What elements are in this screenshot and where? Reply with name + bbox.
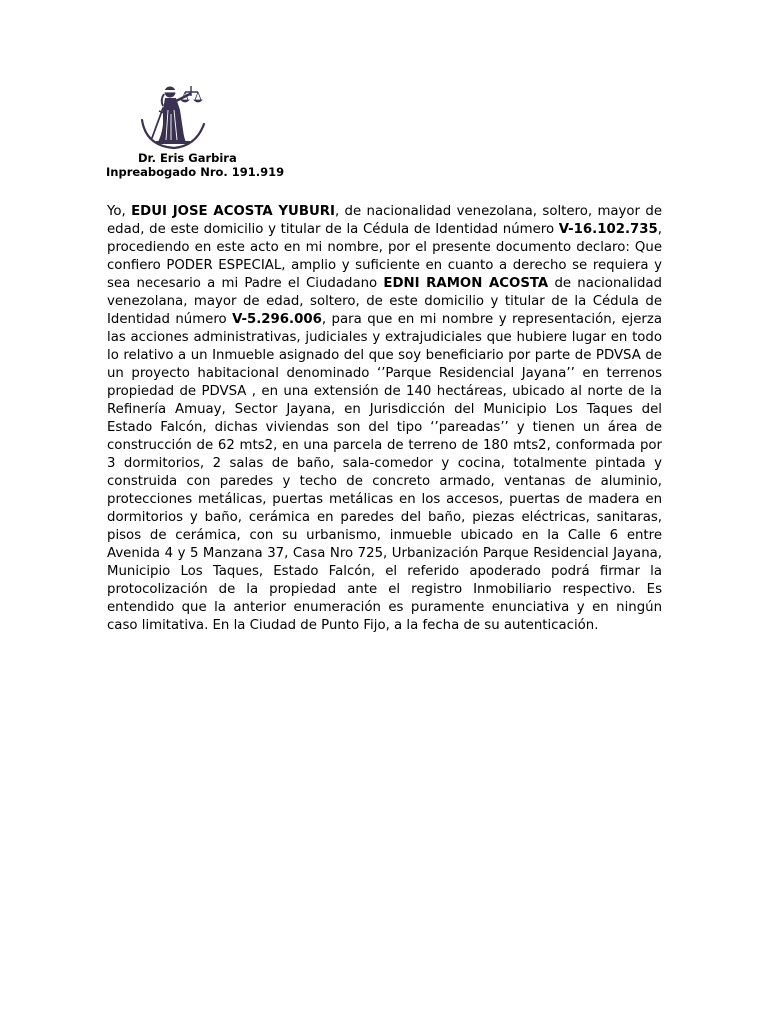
text-segment: Yo, xyxy=(107,204,132,219)
attorney-registration: Inpreabogado Nro. 191.919 xyxy=(106,165,285,179)
grantor-name: EDUI JOSE ACOSTA YUBURI xyxy=(131,204,335,219)
grantor-id-number: V-16.102.735 xyxy=(558,222,658,237)
text-segment: , de nacionalidad venezolana, soltero, mayor de edad, de este domicilio y titular de la Cédula de Identidad número xyxy=(107,204,663,237)
power-of-attorney-text xyxy=(107,203,662,635)
lady-justice-icon xyxy=(136,80,212,152)
attorney-id-number: V-5.296.006 xyxy=(232,312,322,327)
letterhead xyxy=(106,151,284,179)
attorney-header-name: Dr. Eris Garbira xyxy=(138,151,237,165)
text-segment: , para que en mi nombre y representación, ejerza las acciones administrativas, judiciales y extrajudiciales que hubiere lugar en todo lo relativo a un Inmueble asignado del que soy beneficiario por parte de PDVSA de un proyecto habitacional denominado ‘’Parque Residencial Jayana’’ en terrenos propiedad de PDVSA , en una extensión de 140 hectáreas, ubicado al norte de la Refinería Amuay, Sector Jayana, en Jurisdicción del Municipio Los Taques del Estado Falcón, dichas viviendas son del tipo ‘’pareadas’’ y tienen un área de construcción de 62 mts2, en una parcela de terreno de 180 mts2, conformada por 3 dormitorios, 2 salas de baño, sala-comedor y cocina, totalmente pintada y construida con paredes y techo de concreto armado, ventanas de aluminio, protecciones metálicas, puertas metálicas en los accesos, puertas de madera en dormitorios y baño, cerámica en paredes del baño, piezas eléctricas, sanitaras, pisos de cerámica, con su urbanismo, inmueble ubicado en la Calle 6 entre Avenida 4 y 5 Manzana 37, Casa Nro 725, Urbanización Parque Residencial Jayana, Municipio Los Taques, Estado Falcón, el referido apoderado podrá firmar la protocolización de la propiedad ante el registro Inmobiliario respectivo. Es entendido que la anterior enumeración es puramente enunciativa y en ningún caso limitativa. En la Ciudad de Punto Fijo, a la fecha de su autenticación. xyxy=(107,312,662,633)
text-segment: de nacionalidad venezolana, mayor de edad, soltero, de este domicilio y titular de la Cédula de Identidad número xyxy=(107,276,662,327)
attorney-name: EDNI RAMON ACOSTA xyxy=(383,276,549,291)
text-segment: , procediendo en este acto en mi nombre, por el presente documento declaro: Que confiero PODER ESPECIAL, amplio y suficiente en cuanto a derecho se requiera y sea necesario a mi Padre el Ciudadano xyxy=(107,222,662,291)
